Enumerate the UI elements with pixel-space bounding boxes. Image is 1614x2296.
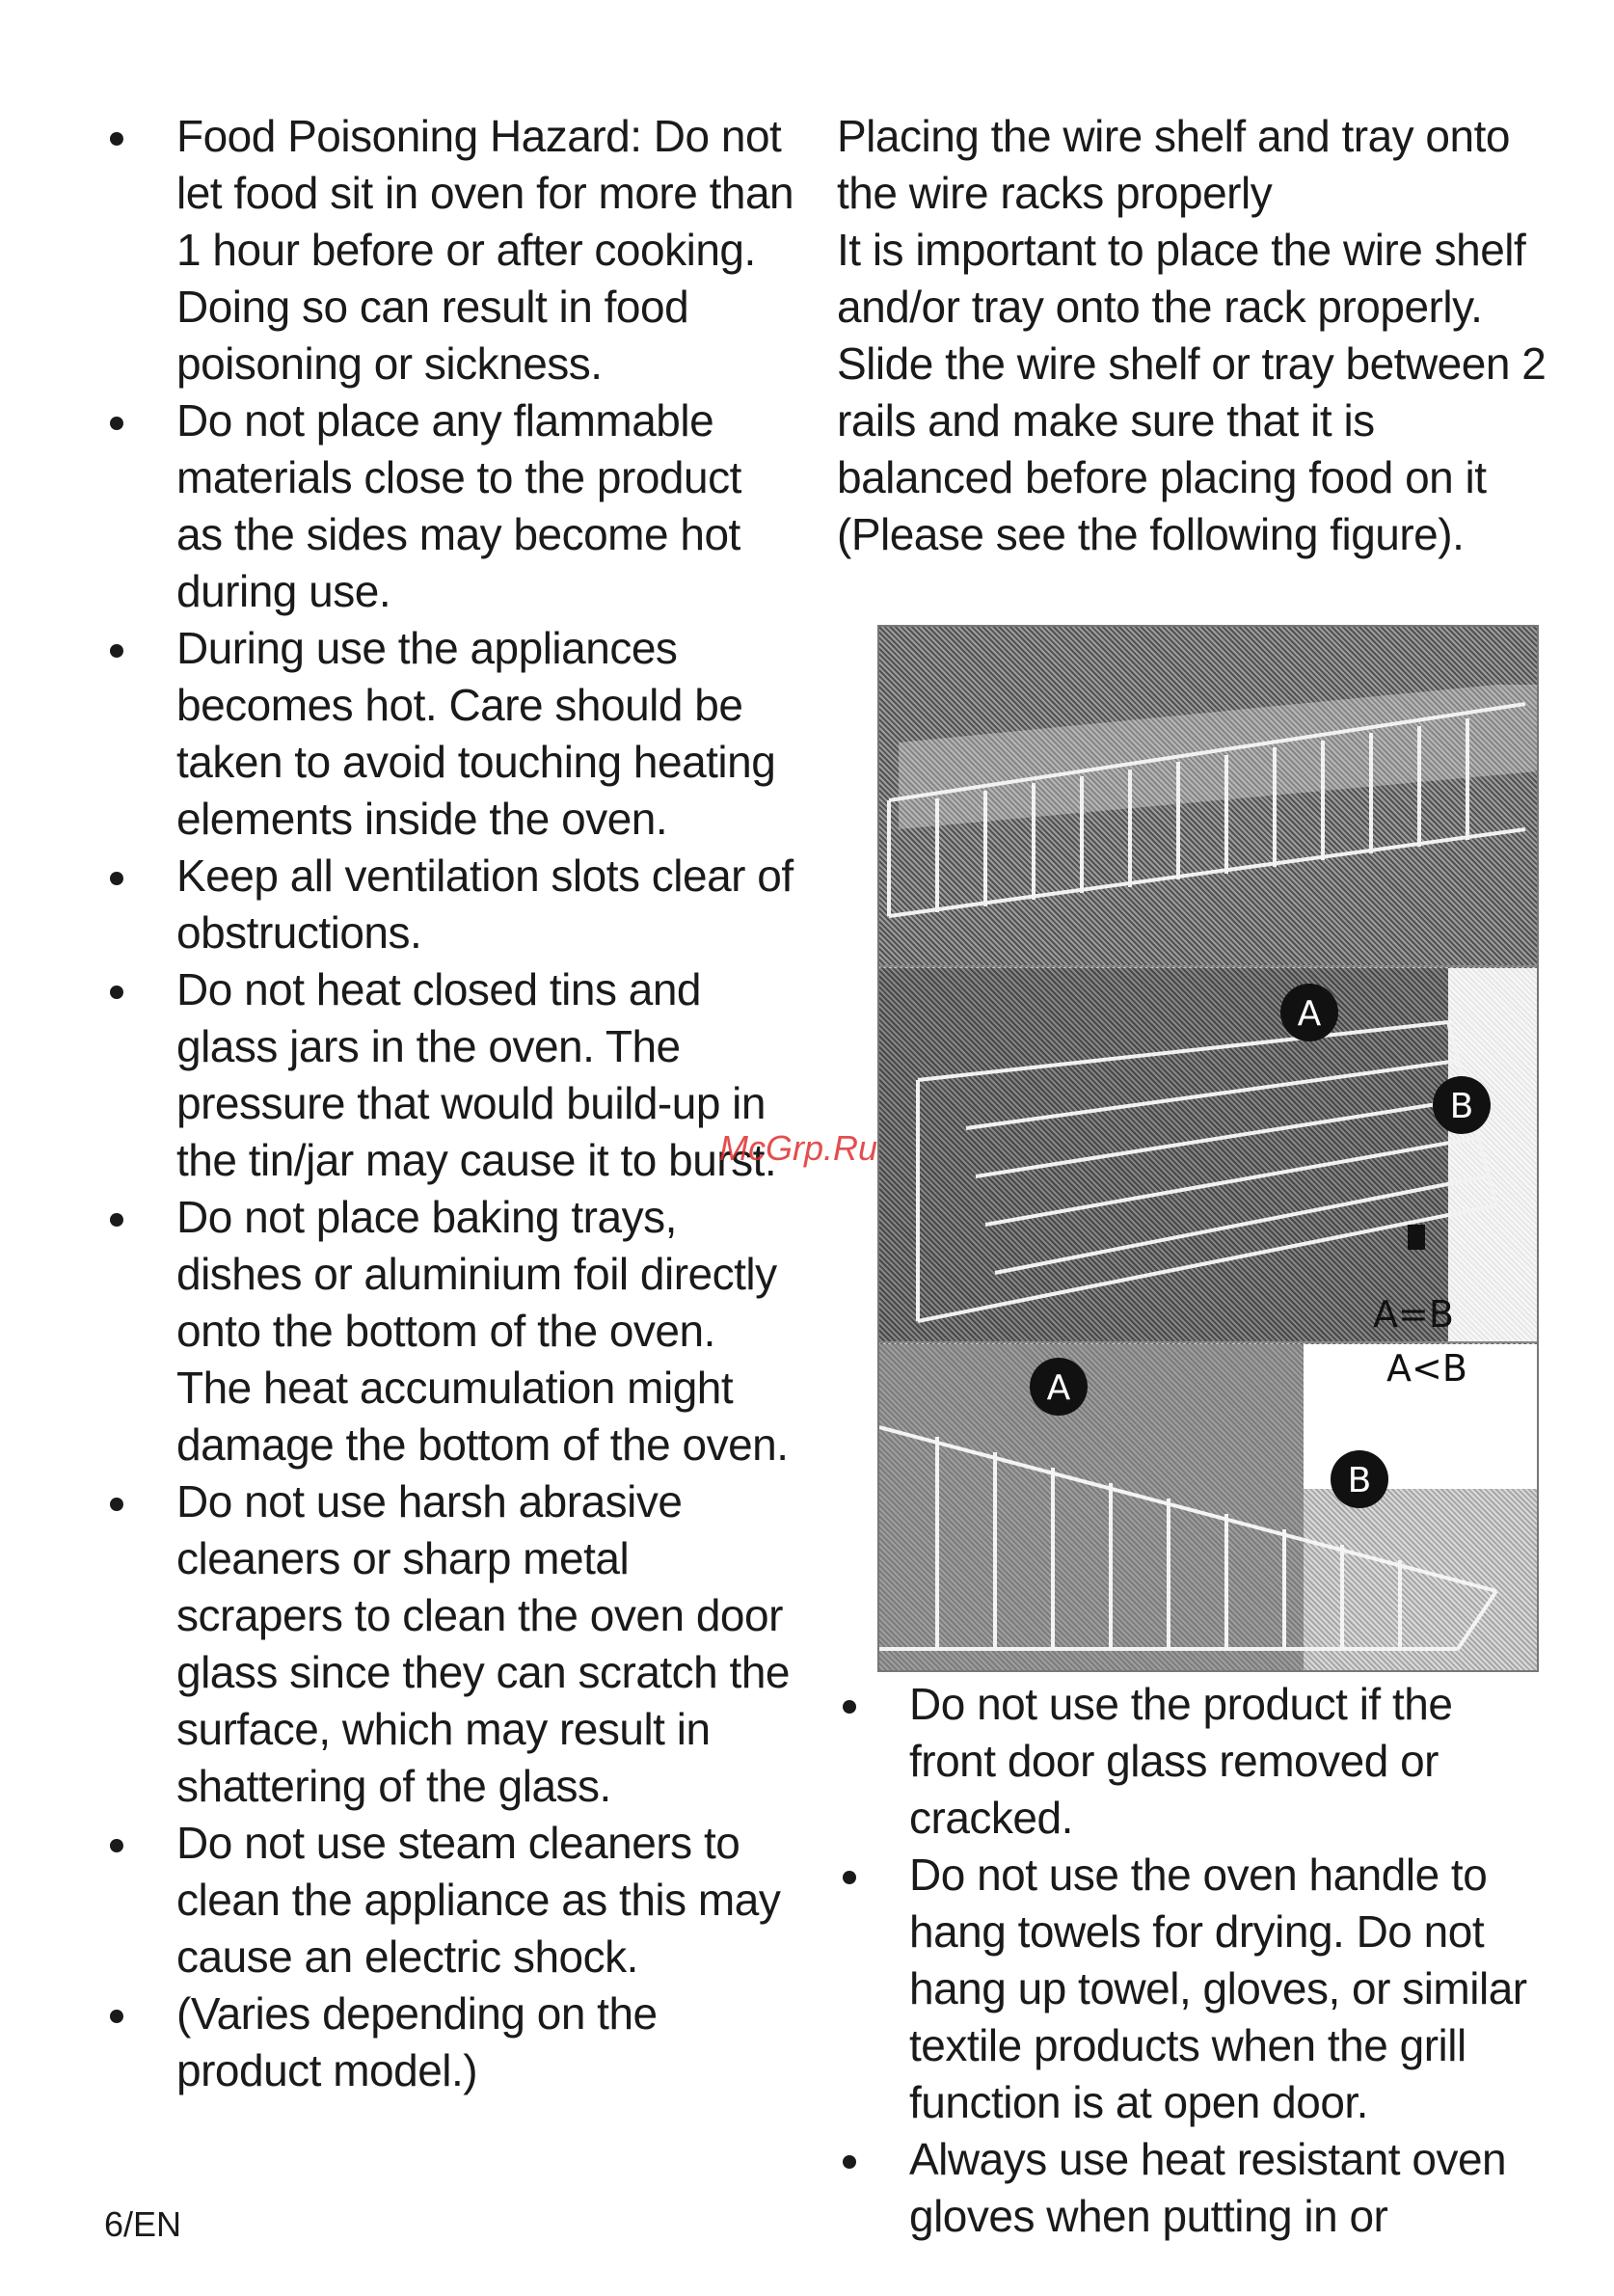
svg-text:A: A — [1046, 1368, 1071, 1408]
label-equal: A=B — [1373, 1293, 1454, 1336]
list-item: Do not use the oven handle to hang towels for drying. Do not hang up towel, gloves, or similar textile products when the grill function is at open door. — [837, 1847, 1550, 2131]
left-column — [104, 108, 798, 2099]
wire-shelf-figure — [877, 625, 1539, 1672]
badge-b-top — [1433, 1076, 1491, 1134]
left-safety-list — [104, 108, 798, 2099]
page-number: 6/EN — [104, 2204, 182, 2244]
list-item: Do not use harsh abrasive cleaners or sharp metal scrapers to clean the oven door glass since they can scratch the surface, which may result in shattering of the glass. — [104, 1473, 798, 1815]
bullet-icon — [843, 2155, 856, 2169]
label-less: A<B — [1386, 1347, 1467, 1390]
bullet-icon — [110, 2010, 123, 2023]
badge-b-bottom — [1331, 1450, 1388, 1508]
list-item: Do not heat closed tins and glass jars in the oven. The pressure that would build-up in the tin/jar may cause it to burst. — [104, 961, 798, 1189]
right-bullets — [837, 1676, 1550, 2245]
section-paragraph: It is important to place the wire shelf and/or tray onto the rack properly. Slide the wire shelf or tray between 2 rails and make sure that it is balanced before placing food on it (Please see the following figure). — [837, 225, 1547, 559]
list-item: Food Poisoning Hazard: Do not let food sit in oven for more than 1 hour before or after cooking. Doing so can result in food poisoning or sickness. — [104, 108, 798, 392]
bullet-icon — [110, 1839, 123, 1852]
bullet-icon — [110, 644, 123, 658]
svg-text:A: A — [1297, 994, 1322, 1034]
right-safety-list — [837, 1676, 1550, 2245]
wire-shelf-illustration — [879, 627, 1537, 1670]
panel-middle — [879, 968, 1537, 1342]
list-item: Always use heat resistant oven gloves when putting in or — [837, 2131, 1550, 2245]
list-item: Do not use the product if the front door glass removed or cracked. — [837, 1676, 1550, 1847]
list-item: Do not place any flammable materials close to the product as the sides may become hot during use. — [104, 392, 798, 620]
svg-text:B: B — [1449, 1087, 1474, 1126]
list-item: (Varies depending on the product model.) — [104, 1985, 798, 2099]
bullet-icon — [110, 132, 123, 146]
svg-text:B: B — [1347, 1461, 1372, 1500]
list-item: Keep all ventilation slots clear of obstructions. — [104, 848, 798, 961]
badge-a-top — [1280, 984, 1338, 1041]
bullet-icon — [843, 1700, 856, 1714]
panel-top — [879, 627, 1537, 966]
watermark: McGrp.Ru — [719, 1128, 878, 1168]
bullet-icon — [110, 1213, 123, 1227]
list-item: Do not use steam cleaners to clean the appliance as this may cause an electric shock. — [104, 1815, 798, 1985]
panel-bottom — [879, 1342, 1537, 1670]
list-item: Do not place baking trays, dishes or aluminium foil directly onto the bottom of the oven. The heat accumulation might damage the bottom of the oven. — [104, 1189, 798, 1473]
bullet-icon — [110, 986, 123, 999]
badge-a-bottom — [1030, 1358, 1088, 1416]
list-item: During use the appliances becomes hot. Care should be taken to avoid touching heating elements inside the oven. — [104, 620, 798, 848]
bullet-icon — [110, 417, 123, 430]
bullet-icon — [110, 872, 123, 885]
right-intro — [837, 108, 1550, 563]
section-heading: Placing the wire shelf and tray onto the wire racks properly — [837, 111, 1510, 218]
bullet-icon — [110, 1498, 123, 1511]
bullet-icon — [843, 1871, 856, 1884]
